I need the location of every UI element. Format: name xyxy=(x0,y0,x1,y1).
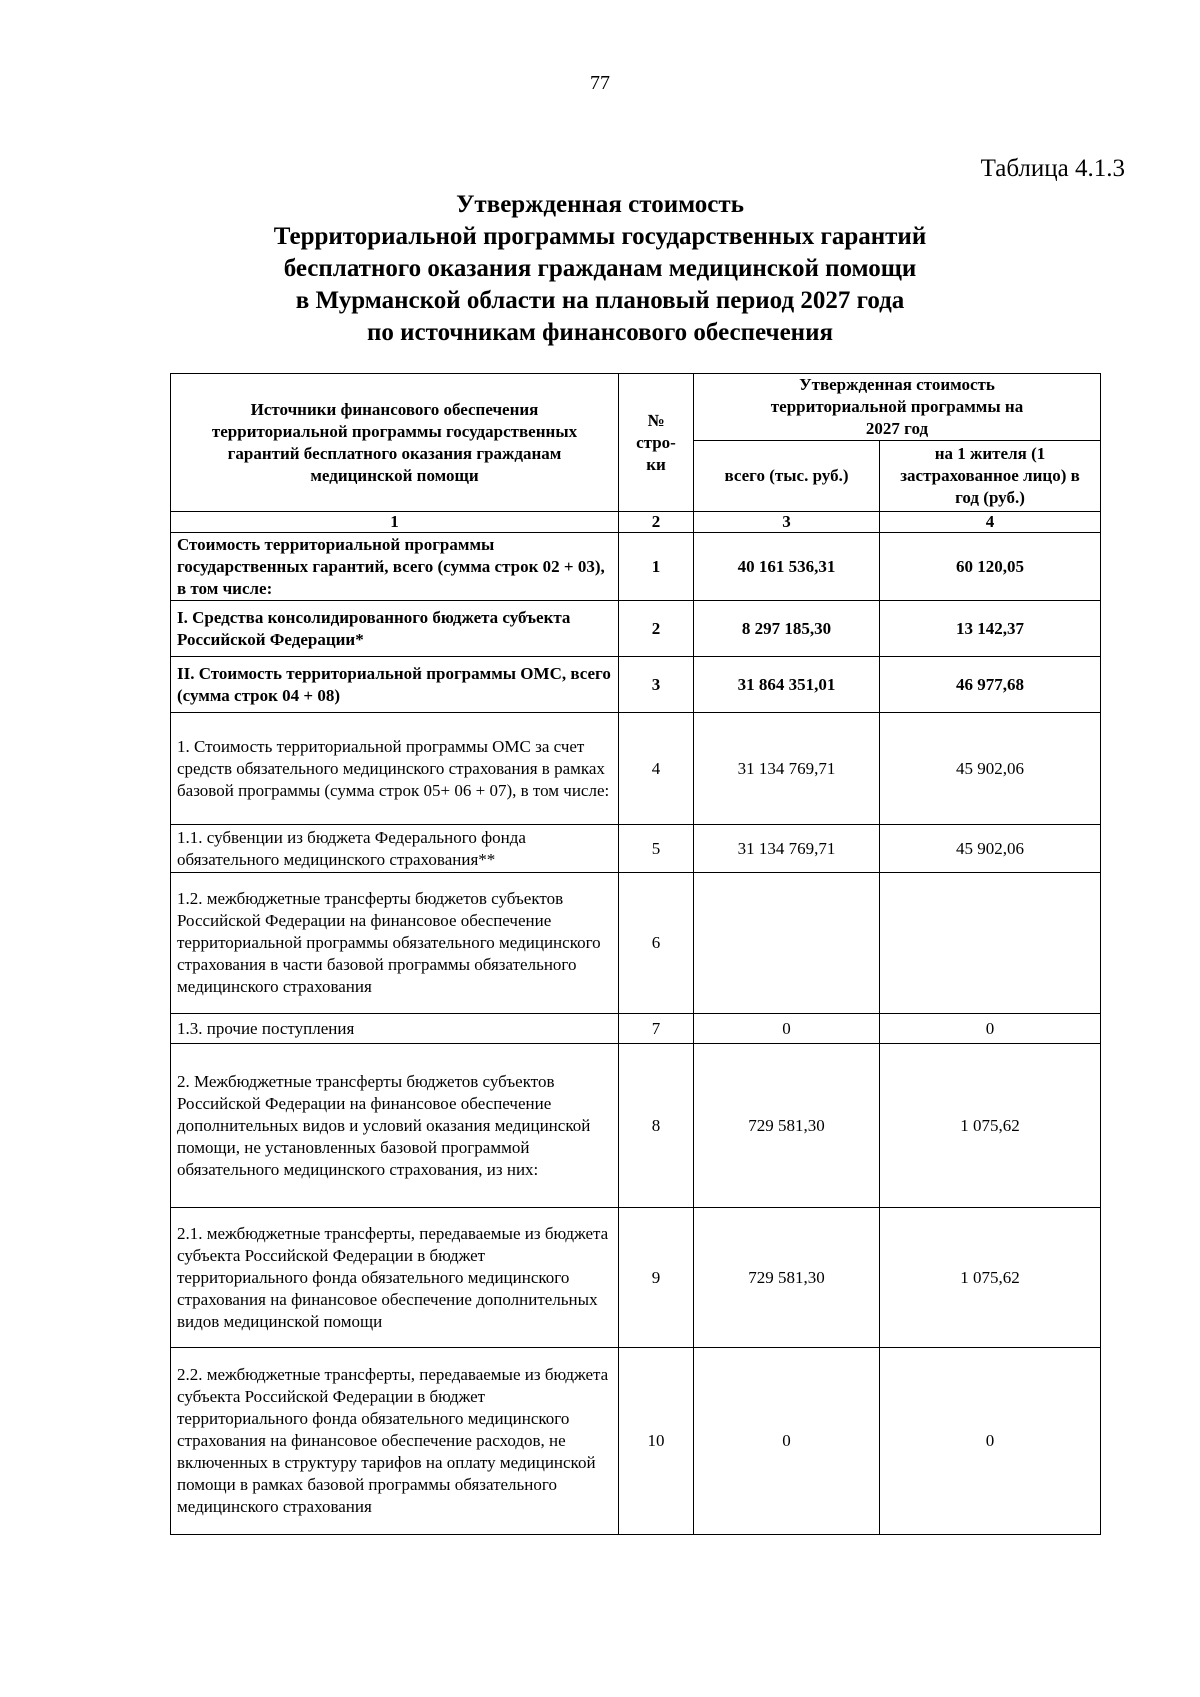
row-name: II. Стоимость территориальной программы ОМС, всего (сумма строк 04 + 08) xyxy=(171,657,619,713)
row-per-capita: 13 142,37 xyxy=(880,601,1101,657)
column-number: 2 xyxy=(619,512,694,533)
header-sources: Источники финансового обеспечения территориальной программы государственных гарантий бесплатного оказания гражданам медицинской помощи xyxy=(171,374,619,512)
row-number: 4 xyxy=(619,713,694,825)
row-total: 0 xyxy=(694,1014,880,1044)
table-row xyxy=(171,657,1101,713)
row-per-capita: 1 075,62 xyxy=(880,1044,1101,1208)
row-number: 10 xyxy=(619,1348,694,1535)
row-total: 8 297 185,30 xyxy=(694,601,880,657)
row-total: 729 581,30 xyxy=(694,1044,880,1208)
row-total: 0 xyxy=(694,1348,880,1535)
row-number: 6 xyxy=(619,873,694,1014)
row-name: 1.2. межбюджетные трансферты бюджетов субъектов Российской Федерации на финансовое обеспечение территориальной программы обязательного медицинского страхования в части базовой программы обязательного медицинского страхования xyxy=(171,873,619,1014)
header-per-capita: на 1 жителя (1 застрахованное лицо) в год (руб.) xyxy=(880,441,1101,512)
table-row xyxy=(171,873,1101,1014)
table-row xyxy=(171,533,1101,601)
row-per-capita xyxy=(880,873,1101,1014)
row-number: 9 xyxy=(619,1208,694,1348)
row-total: 31 134 769,71 xyxy=(694,825,880,873)
table-row xyxy=(171,601,1101,657)
table-row xyxy=(171,713,1101,825)
row-name: 1.3. прочие поступления xyxy=(171,1014,619,1044)
row-name: 1.1. субвенции из бюджета Федерального фонда обязательного медицинского страхования** xyxy=(171,825,619,873)
row-name: 2. Межбюджетные трансферты бюджетов субъектов Российской Федерации на финансовое обеспечение дополнительных видов и условий оказания медицинской помощи, не установленных базовой программой обязательного медицинского страхования, из них: xyxy=(171,1044,619,1208)
row-per-capita: 0 xyxy=(880,1348,1101,1535)
title-line: в Мурманской области на плановый период 2027 года xyxy=(295,287,905,314)
row-number: 1 xyxy=(619,533,694,601)
table-row xyxy=(171,1014,1101,1044)
page-number: 77 xyxy=(590,72,610,94)
table-row xyxy=(171,1348,1101,1535)
row-total: 40 161 536,31 xyxy=(694,533,880,601)
row-number: 7 xyxy=(619,1014,694,1044)
row-name: 2.2. межбюджетные трансферты, передаваемые из бюджета субъекта Российской Федерации в бюджет территориального фонда обязательного медицинского страхования на финансовое обеспечение расходов, не включенных в структуру тарифов на оплату медицинской помощи в рамках базовой программы обязательного медицинского страхования xyxy=(171,1348,619,1535)
row-per-capita: 60 120,05 xyxy=(880,533,1101,601)
title-line: Территориальной программы государственных гарантий xyxy=(273,223,927,250)
document-title xyxy=(0,189,1200,349)
row-name: 1. Стоимость территориальной программы ОМС за счет средств обязательного медицинского страхования в рамках базовой программы (сумма строк 05+ 06 + 07), в том числе: xyxy=(171,713,619,825)
row-number: 2 xyxy=(619,601,694,657)
row-total: 729 581,30 xyxy=(694,1208,880,1348)
table-label: Таблица 4.1.3 xyxy=(980,155,1125,182)
header-approved-cost: Утвержденная стоимость территориальной программы на 2027 год xyxy=(694,374,1101,441)
column-number: 1 xyxy=(171,512,619,533)
row-per-capita: 1 075,62 xyxy=(880,1208,1101,1348)
table-row xyxy=(171,825,1101,873)
row-per-capita: 0 xyxy=(880,1014,1101,1044)
row-total xyxy=(694,873,880,1014)
table-row xyxy=(171,1044,1101,1208)
column-number-row xyxy=(171,512,1101,533)
financing-table xyxy=(170,373,1101,1535)
row-per-capita: 45 902,06 xyxy=(880,825,1101,873)
row-total: 31 864 351,01 xyxy=(694,657,880,713)
column-number: 4 xyxy=(880,512,1101,533)
row-per-capita: 46 977,68 xyxy=(880,657,1101,713)
row-name: 2.1. межбюджетные трансферты, передаваемые из бюджета субъекта Российской Федерации в бюджет территориального фонда обязательного медицинского страхования на финансовое обеспечение дополнительных видов медицинской помощи xyxy=(171,1208,619,1348)
column-number: 3 xyxy=(694,512,880,533)
row-total: 31 134 769,71 xyxy=(694,713,880,825)
row-name: Стоимость территориальной программы государственных гарантий, всего (сумма строк 02 + 03), в том числе: xyxy=(171,533,619,601)
title-line: бесплатного оказания гражданам медицинской помощи xyxy=(283,255,917,282)
header-row-number: № стро-ки xyxy=(619,374,694,512)
title-line: Утвержденная стоимость xyxy=(456,191,744,218)
row-number: 3 xyxy=(619,657,694,713)
table-row xyxy=(171,1208,1101,1348)
title-line: по источникам финансового обеспечения xyxy=(366,319,834,346)
row-number: 8 xyxy=(619,1044,694,1208)
row-number: 5 xyxy=(619,825,694,873)
row-name: I. Средства консолидированного бюджета субъекта Российской Федерации* xyxy=(171,601,619,657)
header-total: всего (тыс. руб.) xyxy=(694,441,880,512)
row-per-capita: 45 902,06 xyxy=(880,713,1101,825)
